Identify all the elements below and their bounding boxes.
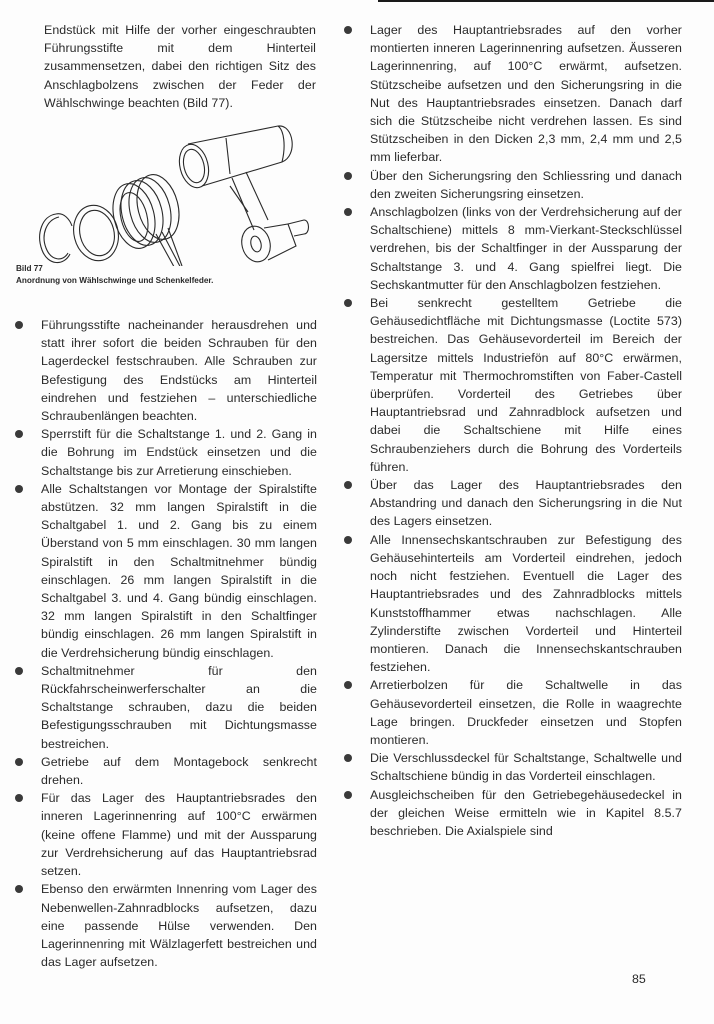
list-item (41, 662, 317, 753)
bullet-icon (344, 26, 352, 34)
bullet-icon (344, 208, 352, 216)
bullet-icon (344, 681, 352, 689)
bullet-icon (15, 885, 23, 893)
list-item-text: Anschlagbolzen (links von der Verdrehsicherung auf der Schaltschiene) mittels 8 mm-Vierkant-Steckschlüssel verdrehen, bis der Schaltfinger in der Aussparung der Schaltstange 3. und 4. Gang spielfrei liegt. Die Sechskantmutter für den Anschlagbolzen festziehen. (370, 205, 682, 292)
list-item (41, 316, 317, 425)
snap-ring-drawing (40, 214, 72, 263)
bullet-icon (344, 754, 352, 762)
left-bullet-list (41, 316, 317, 971)
selector-arm-drawing (175, 126, 308, 265)
list-item (370, 167, 682, 203)
page-number: 85 (632, 972, 646, 986)
list-item-text: Schaltmitnehmer für den Rückfahrscheinwerferschalter an die Schaltstange schrauben, dazu die beiden Befestigungsschrauben mit Dichtungsmasse bestreichen. (41, 663, 317, 751)
list-item (41, 480, 317, 662)
intro-paragraph: Endstück mit Hilfe der vorher eingeschraubten Führungsstifte mit dem Hinterteil zusammensetzen, dabei den richtigen Sitz des Anschlagbolzens zwischen der Feder der Wählschwinge beachten (Bild 77). (44, 23, 316, 110)
list-item (41, 789, 317, 880)
figure-caption-block (16, 263, 213, 287)
list-item (41, 753, 317, 789)
list-item-text: Getriebe auf dem Montagebock senkrecht drehen. (41, 754, 317, 788)
bullet-icon (15, 794, 23, 802)
list-item-text: Über den Sicherungsring den Schliessring und danach den zweiten Sicherungsring einsetzen. (370, 168, 682, 201)
figure-77-illustration (16, 116, 316, 266)
bullet-icon (344, 299, 352, 307)
list-item-text: Alle Schaltstangen vor Montage der Spiralstifte abstützen. 32 mm langen Spiralstift in die Schaltgabel 1. und 2. Gang bis zu einem Überstand von 5 mm einschlagen. 30 mm langen Spiralstift in den Schaltmitnehmer bündig einschlagen. 26 mm langen Spiralstift in die Schaltgabel 3. und 4. Gang bündig einschlagen. 32 mm langen Spiralstift in den Schaltfinger bündig einschlagen. 26 mm langen Spiralstift in die Verdrehsicherung bündig einschlagen. (41, 481, 317, 660)
list-item-text: Für das Lager des Hauptantriebsrades den inneren Lagerinnenring auf 100°C erwärmen (keine offene Flamme) und mit der Aussparung zur Verdrehsicherung auf das Hauptantriebsrad setzen. (41, 791, 317, 879)
list-item-text: Lager des Hauptantriebsrades auf den vorher montierten inneren Lagerinnenring aufsetzen. Äusseren Lagerinnenring, auf 100°C erwärmt, aufsetzen. Stützscheibe aufsetzen und den Sicherungsring in die Nut des Hauptantriebsrades einsetzen. Danach darf sich die Stützscheibe nicht verdrehen lassen. Es sind Stützscheiben in den Dicken 2,3 mm, 2,4 mm und 2,5 mm lieferbar. (370, 23, 682, 165)
list-item (41, 880, 317, 971)
list-item (370, 786, 682, 841)
bullet-icon (344, 536, 352, 544)
bullet-icon (344, 791, 352, 799)
list-item (370, 749, 682, 785)
bullet-icon (344, 172, 352, 180)
list-item (370, 203, 682, 294)
right-bullet-list (370, 21, 682, 840)
list-item (370, 476, 682, 531)
bullet-icon (15, 321, 23, 329)
top-rule (378, 0, 714, 2)
list-item-text: Die Verschlussdeckel für Schaltstange, Schaltwelle und Schaltschiene bündig in das Vorderteil einschlagen. (370, 751, 682, 784)
list-item-text: Alle Innensechskantschrauben zur Befestigung des Gehäusehinterteils am Vorderteil eindrehen, jedoch noch nicht festziehen. Eventuell die Lager des Hauptantriebsrades und des Zahnradblocks mittels Kunststoffhammer etwas nachschlagen. Alle Zylinderstifte zwischen Vorderteil und Hinterteil montieren. Danach die Innensechskantschrauben festziehen. (370, 532, 682, 675)
list-item (41, 425, 317, 480)
bullet-icon (15, 485, 23, 493)
list-item (370, 531, 682, 677)
list-item (370, 294, 682, 476)
list-item-text: Sperrstift für die Schaltstange 1. und 2. Gang in die Bohrung im Endstück einsetzen und die Schaltstange bis zur Arretierung einschieben. (41, 427, 317, 478)
bullet-icon (15, 758, 23, 766)
figure-caption: Anordnung von Wählschwinge und Schenkelfeder. (16, 276, 214, 285)
bullet-icon (15, 430, 23, 438)
bullet-icon (344, 481, 352, 489)
washer-drawing (68, 201, 124, 266)
list-item-text: Ebenso den erwärmten Innenring vom Lager des Nebenwellen-Zahnradblocks aufsetzen, dazu eine passende Hülse verwenden. Den Lagerinnenring mit Wälzlagerfett bestreichen und das Lager aufsetzen. (41, 882, 317, 970)
list-item (370, 676, 682, 749)
torsion-spring-drawing (107, 170, 186, 266)
list-item (370, 21, 682, 167)
figure-label: Bild 77 (16, 264, 43, 273)
list-item-text: Arretierbolzen für die Schaltwelle in das Gehäusevorderteil einsetzen, die Rolle in waagrechte Lage bringen. Druckfeder einsetzen und Stopfen montieren. (370, 678, 682, 747)
bullet-icon (15, 667, 23, 675)
list-item-text: Über das Lager des Hauptantriebsrades den Abstandring und danach den Sicherungsring in die Nut des Lagers einsetzen. (370, 478, 682, 529)
list-item-text: Bei senkrecht gestelltem Getriebe die Gehäusedichtfläche mit Dichtungsmasse (Loctite 573) bestreichen. Das Gehäusevorderteil im Bereich der Lagersitze mittels Industriefön auf 80°C erwärmen, Temperatur mit Thermochromstiften von Faber-Castell überprüfen. Vorderteil des Getriebes über Hauptantriebsrad und Zahnradblock aufsetzen und dabei die Schaltschiene mit Hilfe eines Schraubenziehers durch die Bohrung des Vorderteils führen. (370, 296, 682, 474)
list-item-text: Ausgleichscheiben für den Getriebegehäusedeckel in der gleichen Weise ermitteln wie in Kapitel 8.5.7 beschrieben. Die Axialspiele sind (370, 787, 682, 838)
list-item-text: Führungsstifte nacheinander herausdrehen und statt ihrer sofort die beiden Schrauben für den Lagerdeckel festschrauben. Alle Schrauben zur Befestigung des Endstücks am Hinterteil eindrehen und festziehen – unterschiedliche Schraubenlängen beachten. (41, 318, 317, 424)
